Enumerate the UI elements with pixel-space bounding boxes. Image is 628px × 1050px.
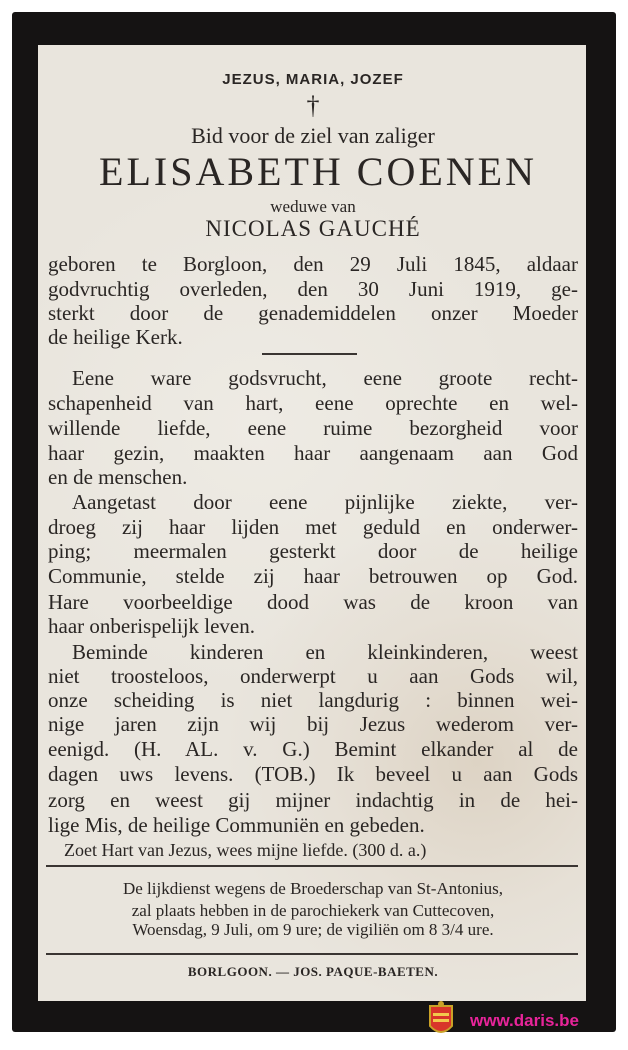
paragraph-line: haar gezin, maakten haar aangenaam aan God [48, 441, 578, 465]
bio-line: sterkt door de genademiddelen onzer Moeder [48, 301, 578, 325]
deceased-name: ELISABETH COENEN [99, 149, 537, 194]
ejaculation: Zoet Hart van Jezus, wees mijne liefde. (300 d. a.) [64, 840, 427, 860]
paragraph-line: Communie, stelde zij haar betrouwen op God. [48, 564, 578, 588]
service-line: zal plaats hebben in de parochiekerk van Cuttecoven, [131, 901, 495, 920]
paragraph-line: eenigd. (H. AL. v. G.) Bemint elkander al de [48, 737, 578, 761]
paragraph-line: Hare voorbeeldige dood was de kroon van [48, 590, 578, 614]
paragraph-line: ping; meermalen gesterkt door de heilige [48, 539, 578, 563]
paragraph-line: schapenheid van hart, eene oprechte en wel- [48, 391, 578, 415]
bio-line: godvruchtig overleden, den 30 Juni 1919, ge- [48, 277, 578, 301]
relation: weduwe van [270, 197, 356, 216]
paragraph-line: dagen uws levens. (TOB.) Ik beveel u aan Gods [48, 762, 578, 786]
service-line: De lijkdienst wegens de Broederschap van St-Antonius, [122, 879, 504, 898]
coat-of-arms-logo [428, 1000, 454, 1040]
paragraph-line: Beminde kinderen en kleinkinderen, weest [72, 640, 578, 664]
paragraph-line: Eene ware godsvrucht, eene groote recht- [72, 366, 578, 390]
service-line: Woensdag, 9 Juli, om 9 ure; de vigiliën om 8 3/4 ure. [132, 920, 494, 939]
divider [46, 865, 578, 867]
invocation: JEZUS, MARIA, JOZEF [222, 71, 404, 88]
spouse-name: NICOLAS GAUCHÉ [205, 216, 421, 241]
paragraph-line: niet troosteloos, onderwerpt u aan Gods wil, [48, 664, 578, 688]
paragraph-line: willende liefde, eene ruime bezorgheid voor [48, 416, 578, 440]
paragraph-line: haar onberispelijk leven. [48, 614, 256, 638]
bio-line: de heilige Kerk. [48, 325, 183, 349]
paragraph-line: droeg zij haar lijden met geduld en onderwer- [48, 515, 578, 539]
cross-icon: † [306, 91, 320, 120]
printer: BORLGOON. — JOS. PAQUE-BAETEN. [187, 964, 439, 979]
paragraph-line: onze scheiding is niet langdurig : binnen wei- [48, 688, 578, 712]
watermark-site: www.daris.be [470, 1011, 579, 1030]
divider [262, 353, 357, 355]
divider [46, 953, 578, 955]
paragraph-line: Aangetast door eene pijnlijke ziekte, ver- [72, 490, 578, 514]
paragraph-line: nige jaren zijn wij bij Jezus wederom ver- [48, 712, 578, 736]
prayer-line: Bid voor de ziel van zaliger [191, 123, 435, 148]
paragraph-line: en de menschen. [48, 465, 188, 489]
paragraph-line: zorg en weest gij mijner indachtig in de hei- [48, 788, 578, 812]
paragraph-line: lige Mis, de heilige Communiën en gebeden. [48, 813, 425, 837]
bio-line: geboren te Borgloon, den 29 Juli 1845, aldaar [48, 252, 578, 276]
